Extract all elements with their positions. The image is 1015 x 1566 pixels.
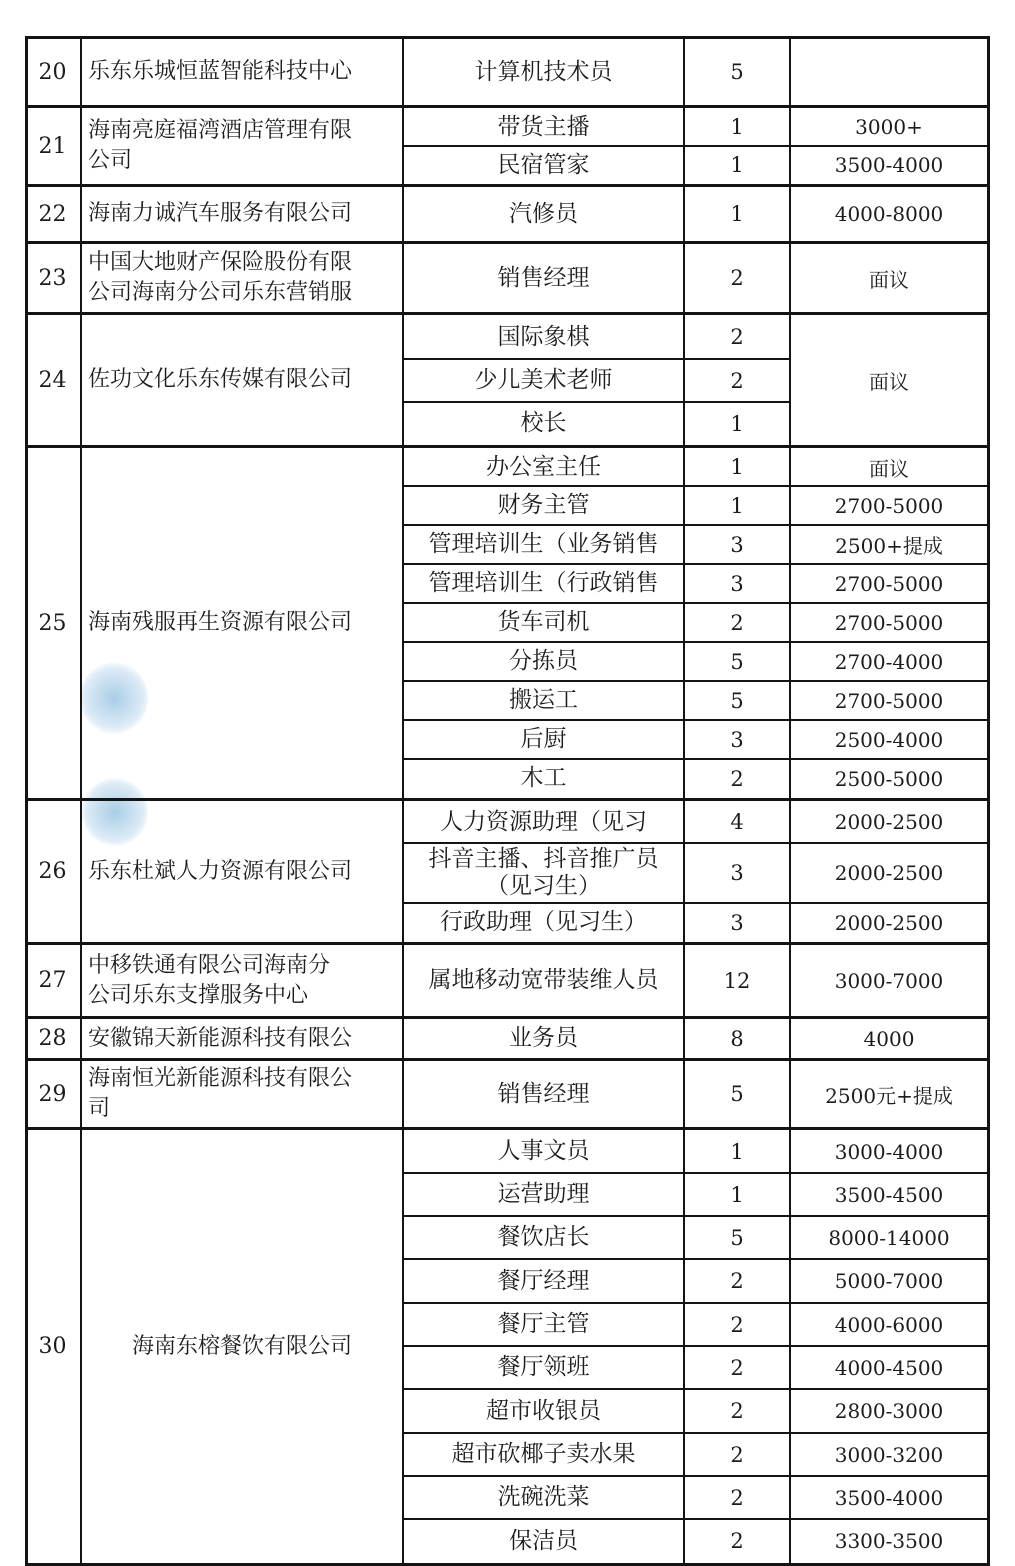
job-count [685, 187, 789, 241]
job-count [685, 146, 789, 184]
job-salary [791, 525, 987, 564]
job-title-text: 带货主播 [497, 113, 590, 140]
job-count [685, 486, 789, 525]
company-name-text: 乐东杜斌人力资源有限公司 [88, 858, 353, 884]
job-title [404, 1173, 683, 1216]
job-count [685, 759, 789, 798]
job-salary-text: 面议 [869, 369, 909, 394]
company-name [82, 448, 402, 798]
job-count-text: 2 [730, 1485, 744, 1510]
job-title [404, 1389, 683, 1433]
company-name-text: 司 [88, 1096, 111, 1121]
row-number-text: 26 [38, 859, 67, 884]
job-count-text: 3 [730, 861, 744, 885]
job-salary-text: 2700-5000 [834, 571, 944, 596]
job-salary-text: 2700-5000 [834, 610, 944, 635]
job-title [404, 1259, 683, 1303]
job-salary-text: 2500-5000 [834, 766, 944, 791]
row-number-text: 21 [38, 133, 67, 159]
job-count-text: 5 [730, 60, 744, 84]
job-title [404, 1433, 683, 1476]
job-title-text: 后厨 [520, 726, 567, 752]
row-number [25, 1130, 80, 1563]
company-name [82, 1130, 402, 1563]
job-count [685, 1259, 789, 1303]
job-count [685, 244, 789, 312]
job-title-text: 管理培训生（业务销售 [428, 531, 659, 557]
job-salary [791, 1216, 987, 1259]
job-count [685, 843, 789, 903]
job-count-text: 5 [730, 688, 744, 713]
job-count [685, 603, 789, 642]
job-title [404, 315, 683, 359]
job-salary [791, 945, 987, 1016]
job-title-text: （见习生） [486, 873, 601, 899]
job-title-text: 保洁员 [509, 1527, 578, 1554]
job-count-text: 1 [730, 153, 744, 177]
job-salary-text: 3000+ [855, 115, 923, 139]
company-name [82, 1019, 402, 1058]
job-title [404, 146, 683, 184]
job-count-text: 4 [730, 810, 744, 834]
job-title-text: 行政助理（见习生） [440, 909, 647, 935]
job-count-text: 3 [730, 532, 744, 557]
job-salary-text: 3500-4000 [834, 1485, 944, 1510]
job-count-text: 2 [730, 325, 744, 349]
row-number-text: 29 [38, 1081, 67, 1107]
row-number-text: 24 [38, 367, 67, 393]
job-count-text: 2 [730, 1269, 744, 1293]
job-count-text: 2 [730, 1442, 744, 1467]
job-count [685, 1346, 789, 1389]
job-count-text: 1 [730, 455, 744, 479]
job-count-text: 2 [730, 368, 744, 393]
job-salary-text: 2500-4000 [834, 727, 944, 752]
job-title [404, 642, 683, 681]
job-title [404, 564, 683, 603]
job-title [404, 486, 683, 525]
job-title-text: 财务主管 [497, 492, 590, 518]
row-number [25, 187, 80, 241]
job-title [404, 759, 683, 798]
job-salary [791, 1476, 987, 1519]
row-number [25, 108, 80, 184]
job-count [685, 1389, 789, 1433]
job-title-text: 校长 [520, 410, 567, 436]
job-salary-text: 2000-2500 [834, 861, 944, 885]
job-salary [791, 603, 987, 642]
job-salary-text: 2700-4000 [834, 649, 944, 674]
job-title [404, 525, 683, 564]
job-title [404, 1061, 683, 1127]
job-count [685, 903, 789, 942]
job-salary-text: 4000-8000 [834, 202, 944, 226]
job-salary [791, 642, 987, 681]
job-count-text: 1 [730, 493, 744, 518]
job-salary [791, 1061, 987, 1127]
job-title [404, 359, 683, 402]
job-salary [791, 564, 987, 603]
job-title-text: 民宿管家 [497, 151, 590, 178]
company-name-text: 中移铁通有限公司海南分 [88, 952, 331, 978]
job-salary [791, 187, 987, 241]
column-divider [987, 36, 990, 1566]
company-name-text: 海南东榕餐饮有限公司 [131, 1333, 352, 1359]
job-salary-text: 3500-4000 [834, 153, 944, 177]
job-title [404, 720, 683, 759]
job-salary-text: 3500-4500 [834, 1182, 944, 1207]
company-name-text: 海南亮庭福湾酒店管理有限 [88, 118, 353, 143]
job-count-text: 2 [730, 1312, 744, 1337]
job-count [685, 642, 789, 681]
job-title-text: 餐厅主管 [497, 1311, 590, 1337]
job-title [404, 1476, 683, 1519]
company-name-text: 佐功文化乐东传媒有限公司 [88, 367, 353, 392]
job-count [685, 1019, 789, 1058]
job-title-text: 汽修员 [509, 200, 578, 227]
job-count [685, 1216, 789, 1259]
job-salary [791, 1259, 987, 1303]
job-salary [791, 681, 987, 720]
job-salary [791, 1303, 987, 1346]
job-title-text: 搬运工 [509, 687, 578, 713]
job-salary [791, 759, 987, 798]
job-salary-text: 面议 [869, 267, 909, 292]
job-count-text: 1 [730, 115, 744, 139]
job-title-text: 货车司机 [497, 609, 590, 635]
job-salary [791, 1519, 987, 1563]
job-salary-text: 3000-7000 [834, 968, 944, 993]
job-count-text: 3 [730, 571, 744, 596]
job-salary-text: 4000-4500 [834, 1355, 944, 1380]
job-count-text: 1 [730, 1139, 744, 1164]
job-salary [791, 720, 987, 759]
job-salary [791, 486, 987, 525]
company-name-text: 中国大地财产保险股份有限 [88, 250, 353, 275]
job-title [404, 244, 683, 312]
job-salary [791, 1346, 987, 1389]
job-title [404, 1130, 683, 1173]
job-salary-text: 2700-5000 [834, 688, 944, 713]
job-salary-text: 2500+提成 [835, 534, 943, 558]
job-salary [791, 315, 987, 445]
company-name-text: 海南残服再生资源有限公司 [88, 610, 353, 635]
company-name [82, 945, 402, 1016]
company-name-text: 海南力诚汽车服务有限公司 [88, 201, 353, 226]
job-salary-text: 5000-7000 [834, 1269, 944, 1293]
row-number [25, 1019, 80, 1058]
job-title-text: 人事文员 [497, 1138, 590, 1164]
company-name-text: 公司乐东支撑服务中心 [88, 982, 309, 1008]
column-divider [25, 36, 28, 1566]
job-salary [791, 903, 987, 942]
job-count [685, 1303, 789, 1346]
row-number [25, 1061, 80, 1127]
row-number [25, 448, 80, 798]
job-title [404, 108, 683, 146]
job-title-text: 国际象棋 [497, 323, 590, 350]
job-count-text: 2 [730, 766, 744, 791]
job-count-text: 2 [730, 1355, 744, 1380]
job-salary [791, 1130, 987, 1173]
job-count [685, 1433, 789, 1476]
job-title [404, 1303, 683, 1346]
company-name [82, 108, 402, 184]
job-count [685, 1130, 789, 1173]
company-name-text: 公司 [88, 148, 133, 173]
job-title-text: 餐厅领班 [497, 1354, 590, 1380]
job-count [685, 564, 789, 603]
job-title-text: 办公室主任 [486, 453, 601, 480]
row-number [25, 945, 80, 1016]
job-title-text: 属地移动宽带装维人员 [428, 967, 659, 993]
company-name [82, 39, 402, 105]
job-title-text: 木工 [520, 765, 567, 791]
job-title [404, 945, 683, 1016]
job-count-text: 12 [723, 968, 751, 993]
job-salary [791, 1019, 987, 1058]
job-title-text: 抖音主播、抖音推广员 [428, 846, 659, 872]
company-name-text: 海南恒光新能源科技有限公 [88, 1066, 353, 1091]
row-number [25, 39, 80, 105]
job-salary [791, 801, 987, 843]
job-count [685, 315, 789, 359]
job-salary [791, 1173, 987, 1216]
job-salary [791, 244, 987, 312]
job-salary-text: 3300-3500 [834, 1529, 944, 1553]
job-title [404, 801, 683, 843]
job-title-text: 计算机技术员 [474, 58, 613, 85]
job-count [685, 945, 789, 1016]
job-count-text: 3 [730, 727, 744, 752]
job-count [685, 681, 789, 720]
job-count-text: 1 [730, 202, 744, 226]
job-title [404, 1346, 683, 1389]
company-name [82, 187, 402, 241]
company-name [82, 315, 402, 445]
job-salary [791, 1389, 987, 1433]
job-count-text: 2 [730, 266, 744, 290]
job-count-text: 5 [730, 649, 744, 674]
job-salary-text: 2000-2500 [834, 810, 944, 834]
row-number-text: 20 [38, 59, 67, 85]
column-divider [683, 36, 685, 1566]
company-name [82, 244, 402, 312]
row-number-text: 30 [38, 1334, 67, 1359]
company-name [82, 1061, 402, 1127]
job-title-text: 少儿美术老师 [474, 367, 613, 393]
row-number-text: 23 [38, 265, 67, 291]
job-count [685, 720, 789, 759]
job-count [685, 1476, 789, 1519]
job-title-text: 超市收银员 [486, 1397, 601, 1424]
job-salary [791, 39, 987, 105]
company-name-text: 乐东乐城恒蓝智能科技中心 [88, 59, 353, 84]
job-salary [791, 108, 987, 146]
job-title [404, 903, 683, 942]
job-count [685, 39, 789, 105]
job-salary [791, 843, 987, 903]
job-title-text: 运营助理 [497, 1181, 590, 1207]
company-name-text: 公司海南分公司乐东营销服 [88, 280, 353, 305]
job-salary-text: 2500元+提成 [825, 1083, 953, 1108]
row-number-text: 22 [38, 201, 67, 227]
job-title-text: 管理培训生（行政销售 [428, 570, 659, 596]
company-name [82, 801, 402, 942]
job-salary-text: 面议 [869, 456, 909, 481]
job-count [685, 1173, 789, 1216]
job-title [404, 1216, 683, 1259]
column-divider [80, 36, 82, 1566]
job-count [685, 1519, 789, 1563]
job-count [685, 801, 789, 843]
job-title [404, 603, 683, 642]
job-title [404, 39, 683, 105]
job-title-text: 销售经理 [497, 264, 590, 291]
job-salary-text: 2700-5000 [834, 493, 944, 518]
row-number [25, 801, 80, 942]
job-salary-text: 2000-2500 [834, 910, 944, 935]
job-count-text: 2 [730, 610, 744, 635]
job-count [685, 108, 789, 146]
job-count [685, 525, 789, 564]
job-salary-text: 3000-3200 [834, 1442, 944, 1467]
company-name-text: 安徽锦天新能源科技有限公 [88, 1025, 353, 1051]
job-title-text: 超市砍椰子卖水果 [451, 1441, 636, 1467]
job-title-text: 餐饮店长 [497, 1224, 590, 1250]
job-count [685, 359, 789, 402]
job-title-text: 人力资源助理（见习 [440, 808, 647, 835]
job-title-text: 销售经理 [497, 1080, 590, 1107]
job-salary-text: 4000-6000 [834, 1312, 944, 1337]
job-count-text: 5 [730, 1225, 744, 1250]
job-title [404, 402, 683, 445]
job-title-text: 分拣员 [509, 648, 578, 674]
job-salary-text: 2800-3000 [834, 1399, 944, 1423]
row-number-text: 27 [38, 968, 67, 993]
job-salary-text: 3000-4000 [834, 1139, 944, 1164]
job-title [404, 843, 683, 903]
job-count-text: 1 [730, 411, 744, 436]
job-salary-text: 8000-14000 [828, 1225, 950, 1250]
job-title [404, 448, 683, 486]
job-title [404, 1519, 683, 1563]
job-count [685, 402, 789, 445]
job-title [404, 1019, 683, 1058]
job-title [404, 187, 683, 241]
job-count-text: 8 [730, 1026, 744, 1051]
job-salary-text: 4000 [863, 1026, 915, 1051]
job-title [404, 681, 683, 720]
job-title-text: 餐厅经理 [497, 1267, 590, 1294]
column-divider [402, 36, 404, 1566]
job-salary [791, 1433, 987, 1476]
job-salary [791, 448, 987, 486]
column-divider [789, 36, 791, 1566]
job-count-text: 2 [730, 1529, 744, 1553]
row-number [25, 244, 80, 312]
row-number [25, 315, 80, 445]
row-number-text: 25 [38, 610, 67, 636]
job-count-text: 1 [730, 1182, 744, 1207]
job-title-text: 洗碗洗菜 [497, 1484, 590, 1510]
job-salary [791, 146, 987, 184]
job-title-text: 业务员 [509, 1025, 578, 1051]
job-count-text: 5 [730, 1082, 744, 1106]
job-count [685, 1061, 789, 1127]
job-count-text: 2 [730, 1399, 744, 1423]
row-number-text: 28 [38, 1026, 67, 1051]
job-count [685, 448, 789, 486]
job-count-text: 3 [730, 910, 744, 935]
